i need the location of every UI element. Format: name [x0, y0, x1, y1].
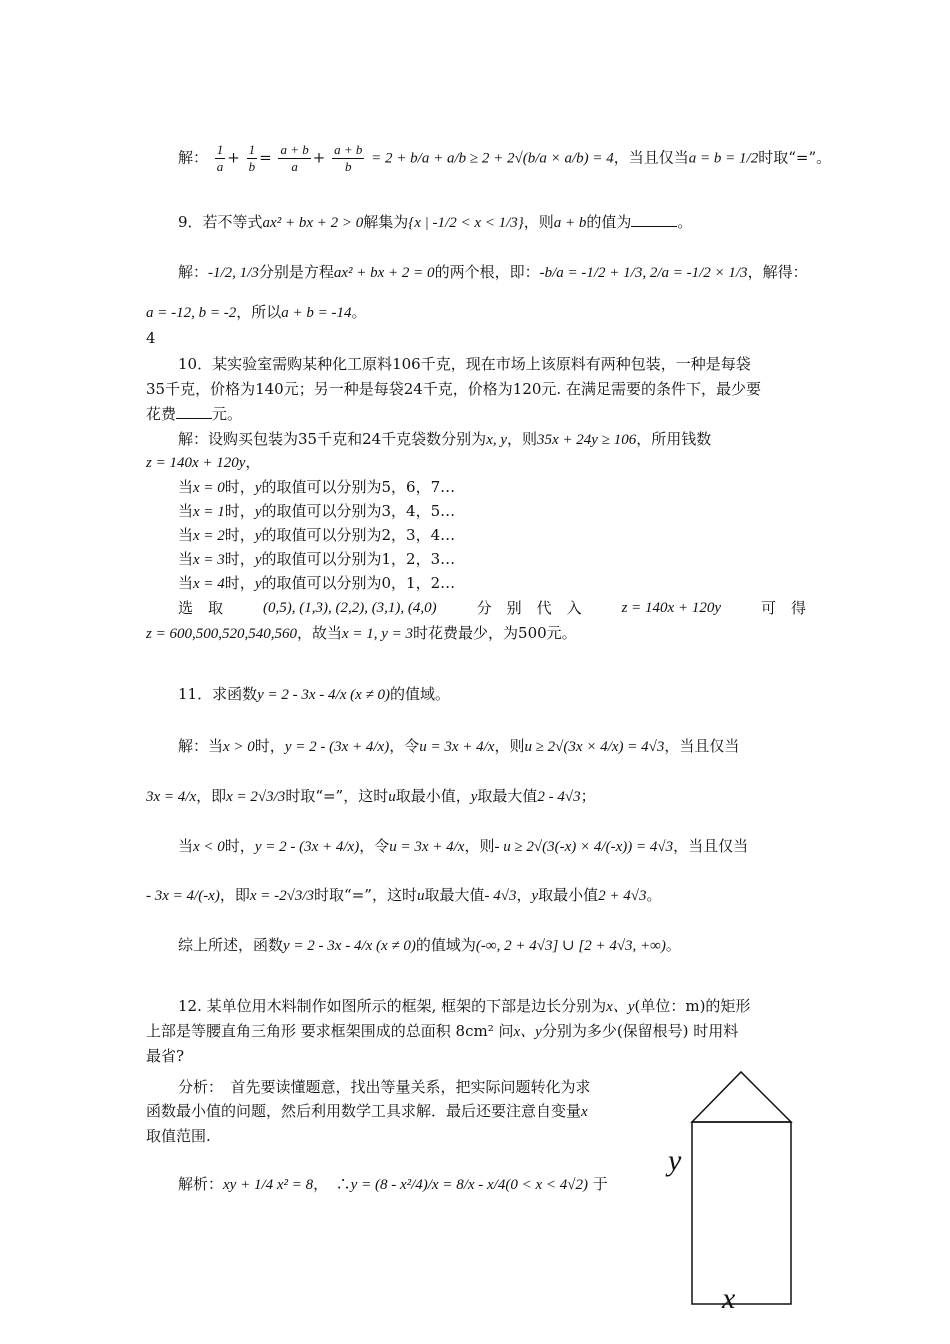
q10-case-1: [178, 501, 455, 522]
q11-s5a: 综上所述，函数: [178, 936, 284, 954]
q8-solution: 解： $\frac{1}{a}$ + $\frac{1}{b}$ = $\frac{a + b}{a}$ + $\frac{a + b}{b}$ = 2 + b/a + a/b ≥ 2 + 2√(b/a × a/b) = 4，当且仅当a = b = 1/2时取“=”。: [178, 142, 832, 174]
q9-period: 。: [351, 303, 367, 321]
q10-sol1b: ，则: [507, 430, 538, 448]
q9-mid: 解集为: [363, 213, 409, 231]
label-x: x: [722, 1282, 736, 1315]
q11-s1e: ，当且仅当: [664, 737, 740, 755]
q8-equation: = 2 + b/a + a/b ≥ 2 + 2√(b/a × a/b) = 4: [371, 150, 614, 167]
label-y: y: [668, 1144, 682, 1177]
q11-s2x: x = 2√3/3: [226, 789, 286, 805]
q10-case-2: [178, 525, 455, 546]
q11-function: y = 2 - 3x - 4/x (x ≠ 0): [257, 687, 390, 703]
case-vals: 的取值可以分别为2，3，4…: [261, 526, 456, 544]
q11-s3x: x < 0: [193, 839, 225, 855]
q11-s1ineq: u ≥ 2√(3x × 4/x) = 4√3: [524, 739, 665, 755]
q11-s4b: 时取“=”，这时: [314, 886, 417, 904]
q9-roots: -1/2, 1/3: [208, 265, 259, 281]
q11-sol3: [178, 836, 748, 857]
q9-result: a = -12, b = -2: [146, 305, 237, 321]
q11-s2eq: 3x = 4/x: [146, 789, 197, 805]
q12-line1-vars: x、y: [606, 999, 635, 1015]
q9-sol-prefix: 解：: [178, 263, 209, 281]
q12-solution: [178, 1174, 608, 1195]
q10-line3b: 元。: [212, 405, 243, 423]
q8-tail2: 时取“=”。: [758, 148, 832, 167]
q12-analysis1: 分析： 首先要读懂题意，找出等量关系，把实际问题转化为求: [178, 1078, 591, 1096]
q9-vieta: -b/a = -1/2 + 1/3, 2/a = -1/2 × 1/3: [539, 265, 748, 281]
q10-case-3: [178, 549, 455, 570]
q12-sol-c: 于: [592, 1175, 608, 1193]
q11-s4min: 2 + 4√3: [598, 888, 647, 904]
q12-sol-eq: xy + 1/4 x² = 8: [223, 1177, 314, 1193]
q12-ana2-x: x: [581, 1104, 588, 1120]
case-pre: 当: [178, 526, 194, 544]
case-pre: 当: [178, 478, 194, 496]
q8-prefix: 解：: [178, 148, 209, 167]
q10-line3a: 花费: [146, 405, 177, 423]
page-number: 4: [146, 329, 156, 347]
q12-line1b: (单位：m)的矩形: [634, 997, 751, 1015]
q12-line1: [178, 996, 750, 1017]
q9-solution-line1: [178, 262, 808, 283]
q11-s1d: ，则: [494, 737, 525, 755]
q10-answer-blank: [176, 404, 212, 419]
case-y: y: [254, 528, 262, 544]
q10-cost: [146, 452, 260, 473]
q10-zf: z = 140x + 120y: [621, 600, 721, 616]
q10-case-4: [178, 573, 455, 594]
q12-line2-text: 上部是等腰直角三角形 要求框架围成的总面积 8cm² 问: [146, 1022, 514, 1040]
q10-constraint: 35x + 24y ≥ 106: [537, 432, 637, 448]
frame-figure: [668, 1060, 830, 1315]
q12-line3: 最省?: [146, 1047, 185, 1065]
case-post: 时，: [224, 574, 255, 592]
q11-stem-a: 11．求函数: [178, 685, 258, 703]
q10-concl-b: 时花费最少，为500元。: [413, 624, 577, 642]
case-x: x = 0: [193, 480, 225, 496]
q11-s4f: 。: [646, 886, 662, 904]
case-vals: 的取值可以分别为0，1，2…: [261, 574, 456, 592]
case-y: y: [254, 480, 262, 496]
q11-stem: [178, 684, 450, 705]
q10-case-0: [178, 477, 455, 498]
q11-s5func: y = 2 - 3x - 4/x (x ≠ 0): [283, 938, 416, 954]
q10-sol1-text: 解：设购买包装为35千克和24千克袋数分别为: [178, 430, 487, 448]
q9-result-tail: ，所以: [236, 303, 282, 321]
case-x: x = 1: [193, 504, 225, 520]
q11-s1u: u = 3x + 4/x: [419, 739, 495, 755]
q10-pick: [178, 598, 806, 618]
roof-triangle: [692, 1072, 791, 1122]
q10-conclusion: [146, 623, 577, 644]
case-y: y: [254, 576, 262, 592]
q11-s3d: ，则: [464, 837, 495, 855]
q11-s1c: ，令: [389, 737, 420, 755]
case-vals: 的取值可以分别为5，6，7…: [261, 478, 456, 496]
q9-answer-blank: [631, 212, 677, 227]
frame-diagram: [670, 1060, 830, 1310]
q12-analysis2: [146, 1101, 588, 1122]
case-post: 时，: [224, 502, 255, 520]
q12-sol-b: ， ∴: [313, 1175, 351, 1193]
q11-sol2: [146, 786, 596, 807]
case-x: x = 4: [193, 576, 225, 592]
q11-s4y: y: [531, 888, 539, 904]
q11-s2max: 2 - 4√3: [537, 789, 581, 805]
case-post: 时，: [224, 550, 255, 568]
case-y: y: [254, 552, 262, 568]
q10-pick-a: 选 取: [178, 599, 224, 617]
q10-sol1: [178, 429, 711, 450]
q9-sum: a + b = -14: [281, 305, 352, 321]
q11-sol5: [178, 935, 681, 956]
q11-s4umax: - 4√3: [484, 888, 517, 904]
q11-s1b: 时，: [254, 737, 285, 755]
q12-sol-y: y = (8 - x²/4)/x = 8/x - x/4: [350, 1177, 506, 1193]
q12-line2: [146, 1021, 738, 1042]
q10-zvals: z = 600,500,520,540,560: [146, 626, 297, 642]
q11-s3u: u = 3x + 4/x: [389, 839, 465, 855]
q11-s1a: 解：当: [178, 737, 224, 755]
q11-s1x: x > 0: [223, 739, 255, 755]
q11-sol1: [178, 736, 739, 757]
q9-inequality: ax² + bx + 2 > 0: [262, 215, 364, 231]
q11-s2u: u: [388, 789, 396, 805]
q11-s4e: 取最小值: [538, 886, 599, 904]
q9-equation: ax² + bx + 2 = 0: [333, 265, 435, 281]
q9-prefix: 9．若不等式: [178, 213, 263, 231]
q10-concl-a: ，故当: [296, 624, 342, 642]
q9-solution-line2: [146, 302, 367, 323]
frame-rectangle: [692, 1122, 791, 1304]
q10-pick-b: 分 别 代 入: [476, 599, 582, 617]
q11-s2e: ；: [580, 787, 596, 805]
q11-s5c: 。: [665, 936, 681, 954]
q11-range: (-∞, 2 + 4√3] ∪ [2 + 4√3, +∞): [475, 938, 666, 954]
case-pre: 当: [178, 502, 194, 520]
q8-tail: ，当且仅当: [613, 148, 689, 167]
q11-s3a: 当: [178, 837, 194, 855]
q9-stem: [178, 212, 692, 233]
q12-analysis3: 取值范围.: [146, 1127, 211, 1145]
q10-line2: 35千克，价格为140元；另一种是每袋24千克，价格为120元. 在满足需要的条件下，最少要: [146, 380, 761, 398]
q11-s1y: y = 2 - (3x + 4/x): [284, 739, 390, 755]
q11-s4u: u: [416, 888, 425, 904]
q8-condition: a = b = 1/2: [688, 150, 759, 167]
q10-points: (0,5), (1,3), (2,2), (3,1), (4,0): [262, 600, 437, 616]
case-post: 时，: [224, 526, 255, 544]
q9-solution-set: {x | -1/2 < x < 1/3}: [408, 215, 524, 231]
q9-sol-mid: 分别是方程: [258, 263, 334, 281]
q10-cost-func: z = 140x + 120y: [146, 455, 246, 471]
q12-ana2-text: 函数最小值的问题，然后利用数学工具求解．最后还要注意自变量: [146, 1102, 582, 1120]
q11-stem-b: 的值域。: [389, 685, 450, 703]
case-post: 时，: [224, 478, 255, 496]
q11-s4x: x = -2√3/3: [249, 888, 315, 904]
q11-s2c: 取最小值，: [395, 787, 471, 805]
q11-s2a: ，即: [196, 787, 227, 805]
q11-s4a: ，即: [219, 886, 250, 904]
q10-xy: x, y: [486, 432, 508, 448]
q9-ab: a + b: [553, 215, 587, 231]
case-pre: 当: [178, 574, 194, 592]
q12-line1a: 12. 某单位用木料制作如图所示的框架, 框架的下部是边长分别为: [178, 997, 607, 1015]
q11-s4d: ，: [516, 886, 532, 904]
q11-s3ineq: - u ≥ 2√(3(-x) × 4/(-x)) = 4√3: [494, 839, 674, 855]
q10-pick-c: 可 得: [760, 599, 806, 617]
q11-sol4: [146, 885, 662, 906]
q10-sol1c: ，所用钱数: [636, 430, 712, 448]
q9-sol-tail: ，解得：: [747, 263, 808, 281]
case-x: x = 2: [193, 528, 225, 544]
q9-tail: ，则: [523, 213, 554, 231]
q10-line3: [146, 404, 242, 424]
q9-sol-mid2: 的两个根，即：: [434, 263, 540, 281]
q11-s2y: y: [470, 789, 478, 805]
case-x: x = 3: [193, 552, 225, 568]
q10-comma: ，: [245, 453, 261, 471]
q12-sol-range: (0 < x < 4√2): [505, 1177, 588, 1193]
case-vals: 的取值可以分别为1，2，3…: [261, 550, 456, 568]
q9-end: 。: [677, 213, 693, 231]
q11-s5b: 的值域为: [415, 936, 476, 954]
q11-s4eq: - 3x = 4/(-x): [146, 888, 220, 904]
q11-s3c: ，令: [359, 837, 390, 855]
q10-concl-x: x = 1, y = 3: [341, 626, 414, 642]
q12-sol-a: 解析：: [178, 1175, 224, 1193]
q11-s3y: y = 2 - (3x + 4/x): [254, 839, 360, 855]
case-pre: 当: [178, 550, 194, 568]
q12-line2-vars: x、y: [513, 1024, 542, 1040]
q11-s2d: 取最大值: [477, 787, 538, 805]
q11-s3b: 时，: [224, 837, 255, 855]
case-y: y: [254, 504, 262, 520]
q11-s3e: ，当且仅当: [673, 837, 749, 855]
q11-s4c: 取最大值: [424, 886, 485, 904]
q11-s2b: 时取“=”，这时: [285, 787, 389, 805]
q9-tail2: 的值为: [586, 213, 632, 231]
q12-line2b: 分别为多少(保留根号) 时用料: [541, 1022, 739, 1040]
q10-line1: 10．某实验室需购某种化工原料106千克，现在市场上该原料有两种包装，一种是每袋: [178, 355, 751, 373]
case-vals: 的取值可以分别为3，4，5…: [261, 502, 456, 520]
